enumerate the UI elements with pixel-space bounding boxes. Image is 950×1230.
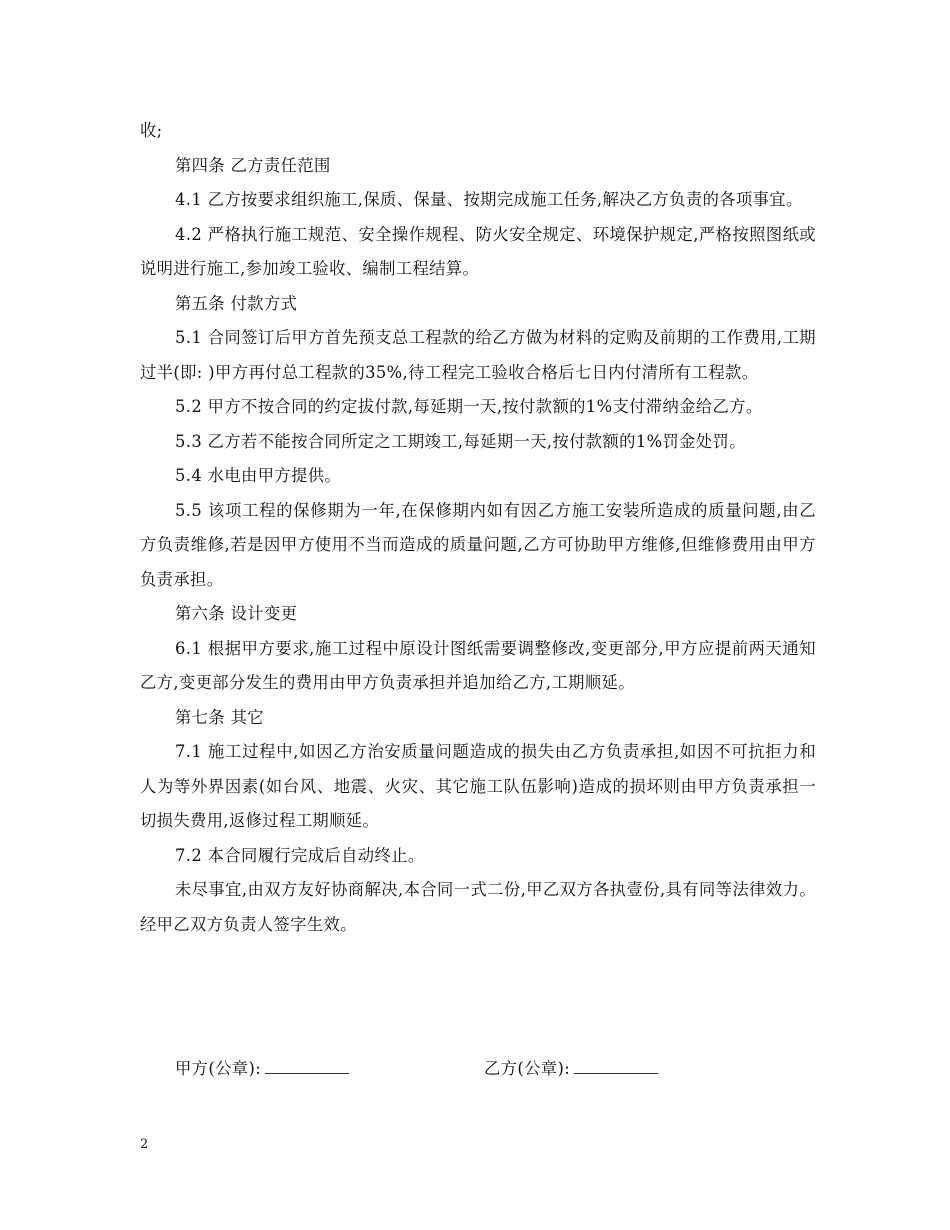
section-heading-5: 第五条 付款方式 xyxy=(175,293,298,313)
closing-paragraph: 未尽事宜,由双方友好协商解决,本合同一式二份,甲乙双方各执壹份,具有同等法律效力。经甲乙双方负责人签字生效。 xyxy=(140,880,816,934)
party-a-signature xyxy=(175,1056,349,1082)
section-heading-7: 第七条 其它 xyxy=(175,707,264,727)
party-a-label: 甲方(公章): xyxy=(175,1059,262,1078)
clause-7-1: 7.1 施工过程中,如因乙方治安质量问题造成的损失由乙方负责承担,如因不可抗拒力和人为等外界因素(如台风、地震、火灾、其它施工队伍影响)造成的损坏则由甲方负责承担一切损失费用,返修过程工期顺延。 xyxy=(140,742,816,830)
contract-body xyxy=(140,114,816,942)
party-b-label: 乙方(公章): xyxy=(484,1059,571,1078)
party-b-signature xyxy=(484,1056,658,1082)
clause-5-1: 5.1 合同签订后甲方首先预支总工程款的给乙方做为材料的定购及前期的工作费用,工期过半(即: )甲方再付总工程款的35%,待工程完工验收合格后七日内付清所有工程款。 xyxy=(140,328,816,382)
party-b-signature-line xyxy=(574,1059,658,1074)
clause-5-5: 5.5 该项工程的保修期为一年,在保修期内如有因乙方施工安装所造成的质量问题,由乙方负责维修,若是因甲方使用不当而造成的质量问题,乙方可协助甲方维修,但维修费用由甲方负责承担。 xyxy=(140,500,816,589)
section-heading-6: 第六条 设计变更 xyxy=(175,604,298,623)
clause-5-3: 5.3 乙方若不能按合同所定之工期竣工,每延期一天,按付款额的1%罚金处罚。 xyxy=(175,431,746,451)
page-number: 2 xyxy=(140,1137,149,1152)
clause-7-2: 7.2 本合同履行完成后自动终止。 xyxy=(175,845,425,865)
paragraph: 收; xyxy=(140,121,163,140)
clause-5-2: 5.2 甲方不按合同的约定拔付款,每延期一天,按付款额的1%支付滞纳金给乙方。 xyxy=(175,397,763,416)
clause-4-1: 4.1 乙方按要求组织施工,保质、保量、按期完成施工任务,解决乙方负责的各项事宜。 xyxy=(175,190,803,209)
section-heading-4: 第四条 乙方责任范围 xyxy=(175,155,331,175)
party-a-signature-line xyxy=(265,1059,349,1074)
clause-5-4: 5.4 水电由甲方提供。 xyxy=(175,466,342,485)
clause-4-2: 4.2 严格执行施工规范、安全操作规程、防火安全规定、环境保护规定,严格按照图纸或说明进行施工,参加竣工验收、编制工程结算。 xyxy=(140,224,816,278)
clause-6-1: 6.1 根据甲方要求,施工过程中原设计图纸需要调整修改,变更部分,甲方应提前两天通知乙方,变更部分发生的费用由甲方负责承担并追加给乙方,工期顺延。 xyxy=(140,638,816,692)
